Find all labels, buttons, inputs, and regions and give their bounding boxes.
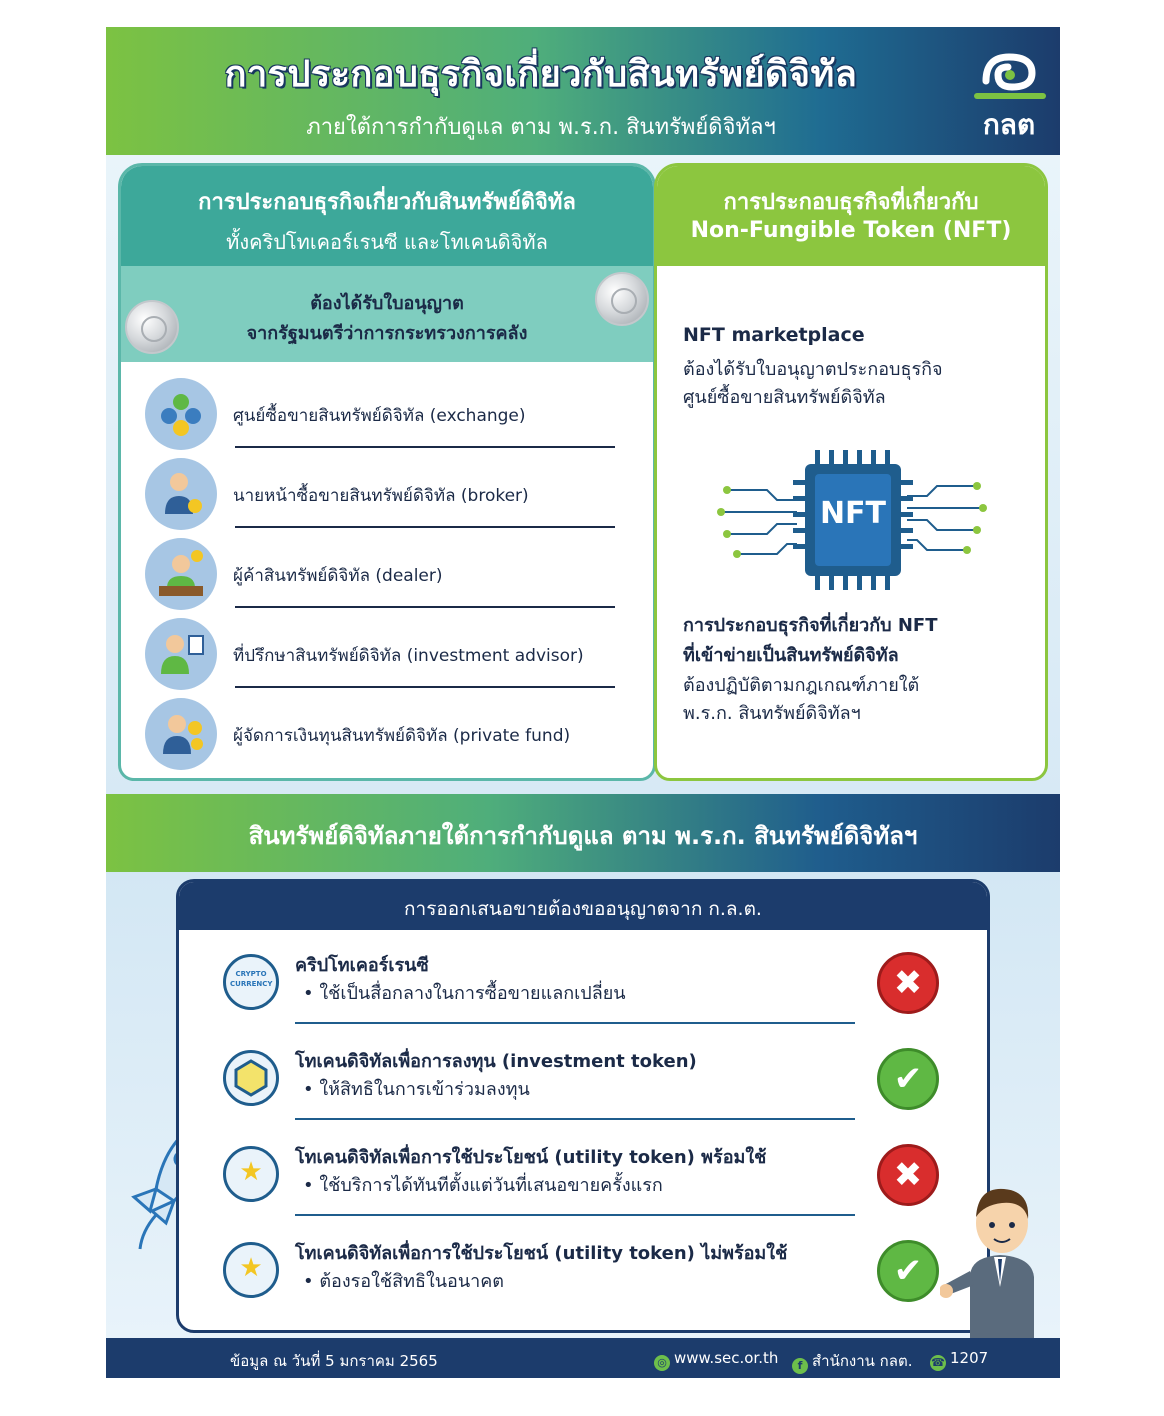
- left-panel-title: การประกอบธุรกิจเกี่ยวกับสินทรัพย์ดิจิทัล: [198, 190, 576, 215]
- license-band: [121, 266, 653, 362]
- digital-asset-business-panel: [118, 163, 656, 781]
- right-panel-title-line-2: Non-Fungible Token (NFT): [690, 218, 1012, 243]
- sec-logo: [964, 43, 1054, 139]
- business-item-dealer: [145, 538, 625, 618]
- cross-icon: [877, 952, 939, 1014]
- facebook-icon: f: [792, 1358, 808, 1374]
- dealer-icon: [145, 538, 217, 610]
- nft-rule-desc-1: ต้องปฏิบัติตามกฎเกณฑ์ภายใต้: [683, 675, 920, 696]
- divider: [295, 1214, 855, 1216]
- utility-token-icon: ★: [223, 1146, 279, 1202]
- business-item-broker: [145, 458, 625, 538]
- asset-row-utility-token-ready: [209, 1132, 969, 1228]
- business-item-label: ผู้ค้าสินทรัพย์ดิจิทัล (dealer): [233, 566, 443, 586]
- asset-desc: • ใช้บริการได้ทันทีตั้งแต่วันที่เสนอขายครั้งแรก: [303, 1175, 663, 1196]
- poster: [106, 27, 1060, 1378]
- business-item-advisor: [145, 618, 625, 698]
- nft-rule-desc-2: พ.ร.ก. สินทรัพย์ดิจิทัลฯ: [683, 703, 861, 724]
- asset-desc: • ให้สิทธิในการเข้าร่วมลงทุน: [303, 1079, 530, 1100]
- footer-phone[interactable]: [930, 1349, 988, 1371]
- website-text[interactable]: www.sec.or.th: [674, 1349, 779, 1367]
- asset-title: โทเคนดิจิทัลเพื่อการใช้ประโยชน์ (utility token) ไม่พร้อมใช้: [295, 1243, 788, 1264]
- nft-marketplace-desc-1: ต้องได้รับใบอนุญาตประกอบธุรกิจ: [683, 359, 943, 380]
- asset-row-investment-token: [209, 1036, 969, 1132]
- investment-token-icon: [223, 1050, 279, 1106]
- left-panel-subtitle: ทั้งคริปโทเคอร์เรนซี และโทเคนดิจิทัล: [226, 230, 548, 254]
- footer-website[interactable]: [654, 1349, 778, 1371]
- crypto-icon-text: CRYPTO CURRENCY: [230, 970, 273, 988]
- divider: [235, 686, 615, 688]
- nft-marketplace-title: NFT marketplace: [683, 324, 865, 346]
- asset-title: โทเคนดิจิทัลเพื่อการใช้ประโยชน์ (utility token) พร้อมใช้: [295, 1147, 767, 1168]
- nft-rule-title-1: การประกอบธุรกิจที่เกี่ยวกับ NFT: [683, 615, 938, 636]
- cross-mark: ✖: [893, 963, 923, 1003]
- cross-mark: ✖: [893, 1155, 923, 1195]
- license-line-1: ต้องได้รับใบอนุญาต: [310, 293, 464, 314]
- right-panel-title-line-1: การประกอบธุรกิจที่เกี่ยวกับ: [723, 190, 979, 215]
- sec-logo-text: กลต: [982, 108, 1036, 141]
- utility-token-icon: ★: [223, 1242, 279, 1298]
- business-item-label: ที่ปรึกษาสินทรัพย์ดิจิทัล (investment advisor): [233, 646, 584, 666]
- asset-title: คริปโทเคอร์เรนซี: [295, 955, 429, 976]
- nft-chip-icon: [717, 450, 987, 590]
- section2-title: สินทรัพย์ดิจิทัลภายใต้การกำกับดูแล ตาม พ.ร.ก. สินทรัพย์ดิจิทัลฯ: [248, 822, 918, 850]
- divider: [235, 526, 615, 528]
- facebook-text[interactable]: สำนักงาน กลต.: [812, 1352, 913, 1370]
- divider: [235, 446, 615, 448]
- check-icon: [877, 1240, 939, 1302]
- advisor-icon: [145, 618, 217, 690]
- section2-banner: [106, 794, 1060, 872]
- business-item-private-fund: [145, 698, 625, 778]
- footer-date: ข้อมูล ณ วันที่ 5 มกราคม 2565: [230, 1352, 438, 1370]
- nft-marketplace-desc-2: ศูนย์ซื้อขายสินทรัพย์ดิจิทัล: [683, 387, 886, 408]
- broker-icon: [145, 458, 217, 530]
- divider: [295, 1118, 855, 1120]
- footer-facebook[interactable]: [792, 1349, 912, 1374]
- sec-logo-mark-icon: [964, 43, 1054, 103]
- footer: [106, 1338, 1060, 1378]
- business-item-label: ผู้จัดการเงินทุนสินทรัพย์ดิจิทัล (private fund): [233, 726, 571, 746]
- cryptocurrency-icon: [223, 954, 279, 1010]
- offering-box-header: [179, 882, 987, 930]
- asset-title: โทเคนดิจิทัลเพื่อการลงทุน (investment token): [295, 1051, 697, 1072]
- cross-icon: [877, 1144, 939, 1206]
- divider: [295, 1022, 855, 1024]
- check-icon: [877, 1048, 939, 1110]
- right-panel-header: [657, 166, 1045, 266]
- page-title: การประกอบธุรกิจเกี่ยวกับสินทรัพย์ดิจิทัล: [224, 54, 858, 95]
- asset-row-utility-token-not-ready: [209, 1228, 969, 1324]
- check-mark: ✔: [893, 1059, 923, 1099]
- presenter-illustration-icon: [940, 1167, 1060, 1338]
- asset-row-cryptocurrency: [209, 940, 969, 1036]
- header-banner: [106, 27, 1060, 155]
- asset-desc: • ใช้เป็นสื่อกลางในการซื้อขายแลกเปลี่ยน: [303, 983, 626, 1004]
- offering-box-title: การออกเสนอขายต้องขออนุญาตจาก ก.ล.ต.: [404, 898, 762, 920]
- phone-icon: ☎: [931, 1356, 945, 1369]
- left-panel-header: [121, 166, 653, 266]
- phone-text[interactable]: 1207: [950, 1349, 989, 1367]
- business-item-label: นายหน้าซื้อขายสินทรัพย์ดิจิทัล (broker): [233, 486, 529, 506]
- nft-rule-title-2: ที่เข้าข่ายเป็นสินทรัพย์ดิจิทัล: [683, 645, 899, 666]
- check-mark: ✔: [893, 1251, 923, 1291]
- offering-permission-box: [176, 879, 990, 1333]
- coin-icon: [125, 300, 179, 354]
- business-item-exchange: [145, 378, 625, 458]
- coin-icon: [595, 272, 649, 326]
- fund-manager-icon: [145, 698, 217, 770]
- asset-desc: • ต้องรอใช้สิทธิในอนาคต: [303, 1271, 504, 1292]
- license-line-2: จากรัฐมนตรีว่าการกระทรวงการคลัง: [246, 323, 528, 344]
- globe-icon: ◎: [654, 1355, 670, 1371]
- divider: [235, 606, 615, 608]
- nft-business-panel: [654, 163, 1048, 781]
- business-item-label: ศูนย์ซื้อขายสินทรัพย์ดิจิทัล (exchange): [233, 406, 526, 426]
- nft-chip-label: NFT: [819, 496, 887, 531]
- exchange-icon: [145, 378, 217, 450]
- page-subtitle: ภายใต้การกำกับดูแล ตาม พ.ร.ก. สินทรัพย์ดิจิทัลฯ: [306, 115, 776, 140]
